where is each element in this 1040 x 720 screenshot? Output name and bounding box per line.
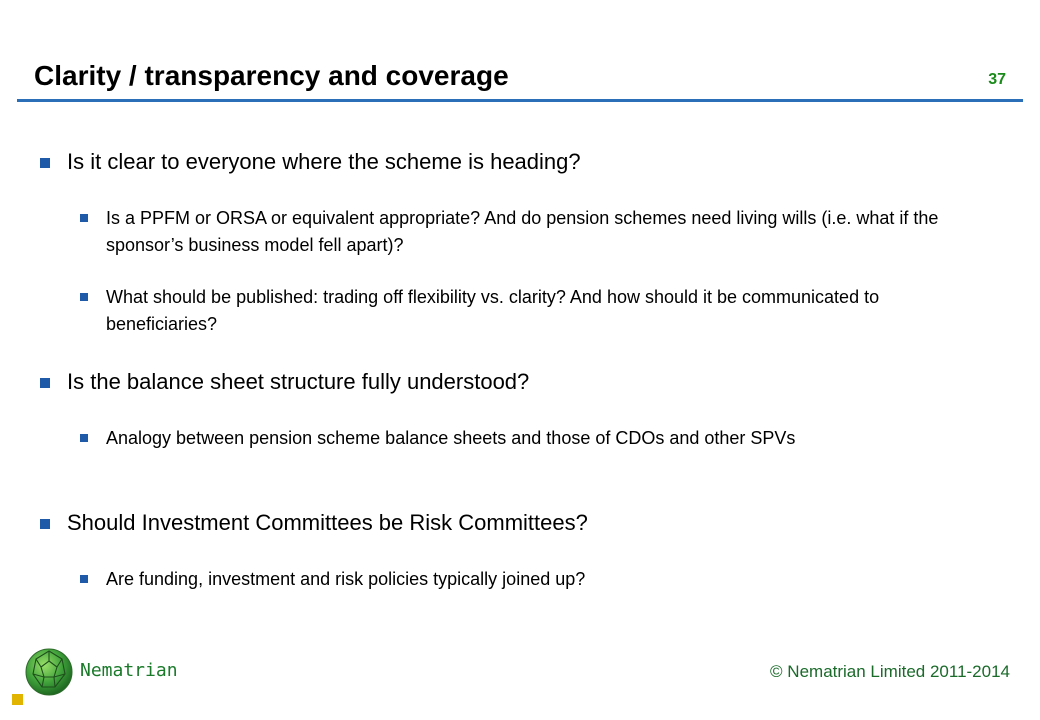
corner-square-marker — [12, 694, 23, 705]
bullet-text: Are funding, investment and risk policies typically joined up? — [106, 569, 586, 589]
bullet-square-icon — [40, 158, 50, 168]
bullet-text: Analogy between pension scheme balance sheets and those of CDOs and other SPVs — [106, 428, 796, 448]
slide-title: Clarity / transparency and coverage — [34, 60, 509, 91]
page-number: 37 — [988, 71, 1006, 88]
bullet-text: What should be published: trading off flexibility vs. clarity? And how should it be communicated to beneficiaries? — [106, 287, 880, 334]
bullet-square-icon — [40, 378, 50, 388]
bullet-square-icon — [80, 434, 88, 442]
bullet-text: Should Investment Committees be Risk Committees? — [67, 510, 588, 535]
bullet-square-icon — [80, 293, 88, 301]
bullet-text: Is a PPFM or ORSA or equivalent appropriate? And do pension schemes need living wills (i.e. what if the sponsor’s business model fell apart)? — [106, 208, 939, 255]
bullet-square-icon — [80, 214, 88, 222]
brand-name: Nematrian — [80, 660, 178, 681]
bullet-square-icon — [40, 519, 50, 529]
copyright-notice: © Nematrian Limited 2011-2014 — [770, 662, 1010, 681]
bullet-square-icon — [80, 575, 88, 583]
bullet-text: Is it clear to everyone where the scheme is heading? — [67, 149, 581, 174]
bullet-text: Is the balance sheet structure fully understood? — [67, 369, 530, 394]
nematrian-logo-icon — [24, 647, 74, 697]
